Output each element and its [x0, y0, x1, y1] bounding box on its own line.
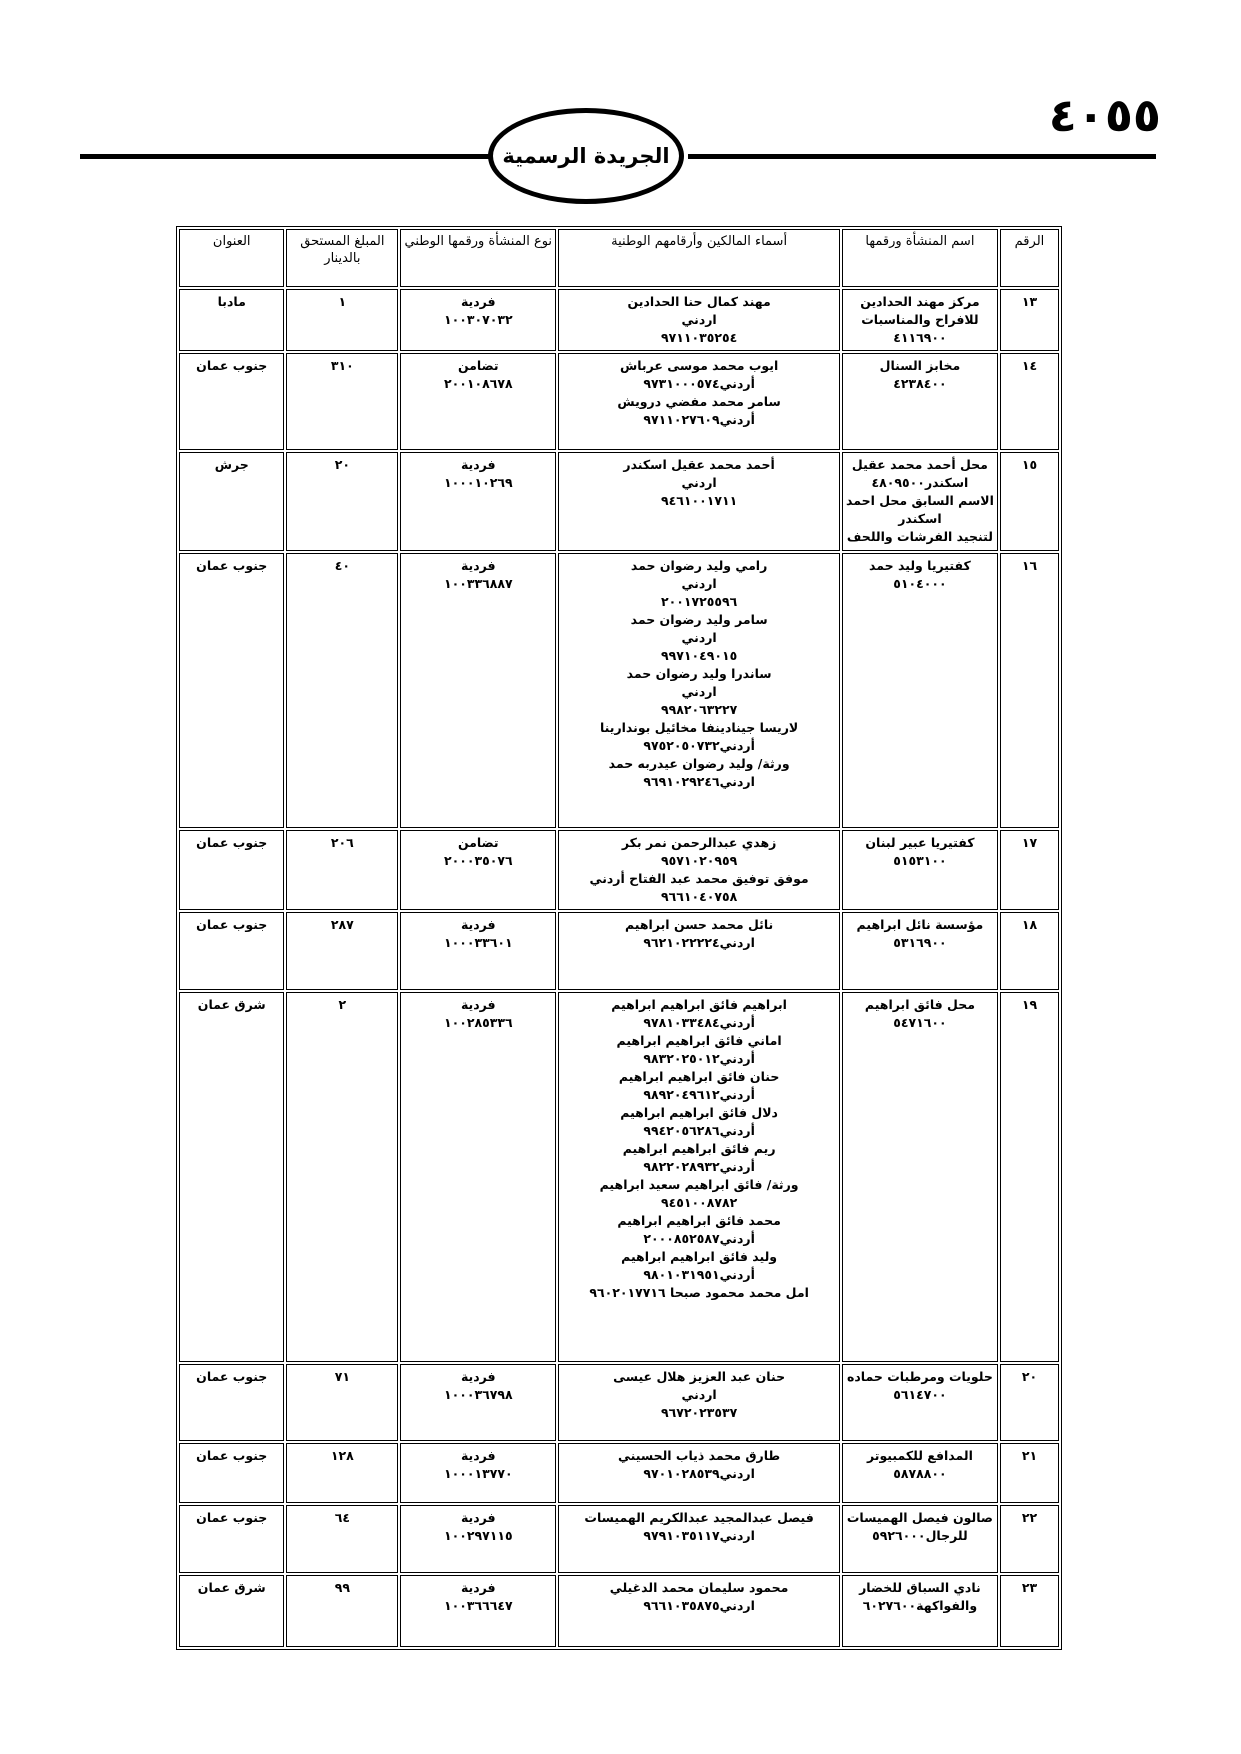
journal-title: الجريدة الرسمية	[502, 144, 670, 168]
amount-cell: ١٢٨	[286, 1443, 398, 1503]
row-number: ٢٢	[1000, 1505, 1059, 1573]
type-cell: تضامن ٢٠٠٠٣٥٠٧٦	[400, 830, 556, 910]
owners-cell: ايوب محمد موسى عرباش أردني٩٧٣١٠٠٠٥٧٤ سامر محمد مفضي درويش أردني٩٧١١٠٢٧٦٠٩	[558, 353, 840, 450]
establishment-cell: نادي السباق للخضار والفواكهة٦٠٢٧٦٠٠	[842, 1575, 998, 1647]
table-header-row	[179, 229, 1059, 287]
col-header-type: نوع المنشأة ورقمها الوطني	[400, 229, 556, 287]
row-number: ١٨	[1000, 912, 1059, 990]
amount-cell: ٦٤	[286, 1505, 398, 1573]
establishment-cell: محل فائق ابراهيم ٥٤٧١٦٠٠	[842, 992, 998, 1362]
row-number: ١٥	[1000, 452, 1059, 551]
table-row	[179, 553, 1059, 828]
owners-cell: حنان عبد العزيز هلال عيسى اردني ٩٦٧٢٠٢٣٥٣٧	[558, 1364, 840, 1441]
type-cell: فردية ١٠٠٠٣٦٧٩٨	[400, 1364, 556, 1441]
table-row	[179, 830, 1059, 910]
address-cell: جنوب عمان	[179, 1505, 284, 1573]
header-rule-left	[80, 154, 490, 159]
table-row	[179, 1575, 1059, 1647]
header-rule-right	[688, 154, 1156, 159]
row-number: ١٣	[1000, 289, 1059, 351]
row-number: ٢١	[1000, 1443, 1059, 1503]
establishment-cell: المدافع للكمبيوتر ٥٨٧٨٨٠٠	[842, 1443, 998, 1503]
establishment-cell: مركز مهند الحدادين للافراح والمناسبات ٤١١٦٩٠٠	[842, 289, 998, 351]
registry-table	[176, 226, 1062, 1650]
owners-cell: أحمد محمد عقيل اسكندر اردني ٩٤٦١٠٠١٧١١	[558, 452, 840, 551]
address-cell: جنوب عمان	[179, 553, 284, 828]
establishment-cell: كفتيريا وليد حمد ٥١٠٤٠٠٠	[842, 553, 998, 828]
owners-cell: فيصل عبدالمجيد عبدالكريم الهميسات اردني٩٧٩١٠٣٥١١٧	[558, 1505, 840, 1573]
address-cell: جنوب عمان	[179, 1443, 284, 1503]
type-cell: تضامن ٢٠٠١٠٨٦٧٨	[400, 353, 556, 450]
address-cell: شرق عمان	[179, 1575, 284, 1647]
col-header-address: العنوان	[179, 229, 284, 287]
owners-cell: ابراهيم فائق ابراهيم ابراهيم أردني٩٧٨١٠٣٣٤٨٤ اماني فائق ابراهيم ابراهيم أردني٩٨٣٢٠٢٥٠١٢ حنان فائق ابراهيم ابراهيم أردني٩٨٩٢٠٤٩٦١٢ دلال فائق ابراهيم ابراهيم أردني٩٩٤٢٠٥٦٢٨٦ ريم فائق ابراهيم ابراهيم أردني٩٨٢٢٠٢٨٩٣٢ ورثة/ فائق ابراهيم سعيد ابراهيم ٩٤٥١٠٠٨٧٨٢ محمد فائق ابراهيم ابراهيم أردني٢٠٠٠٨٥٢٥٨٧ وليد فائق ابراهيم ابراهيم أردني٩٨٠١٠٣١٩٥١ امل محمد محمود صبحا ٩٦٠٢٠١٧٧١٦	[558, 992, 840, 1362]
amount-cell: ٢٠	[286, 452, 398, 551]
amount-cell: ٤٠	[286, 553, 398, 828]
col-header-establishment: اسم المنشأة ورقمها	[842, 229, 998, 287]
amount-cell: ٢٠٦	[286, 830, 398, 910]
journal-title-oval	[488, 108, 684, 204]
establishment-cell: محل أحمد محمد عقيل اسكندر٤٨٠٩٥٠٠ الاسم السابق محل احمد اسكندر لتنجيد الفرشات واللحف	[842, 452, 998, 551]
address-cell: جنوب عمان	[179, 1364, 284, 1441]
address-cell: مادبا	[179, 289, 284, 351]
table-row	[179, 992, 1059, 1362]
owners-cell: محمود سليمان محمد الدغيلي اردني٩٦٦١٠٣٥٨٧٥	[558, 1575, 840, 1647]
row-number: ١٩	[1000, 992, 1059, 1362]
type-cell: فردية ١٠٠٣٠٧٠٣٢	[400, 289, 556, 351]
col-header-owners: أسماء المالكين وأرقامهم الوطنية	[558, 229, 840, 287]
row-number: ٢٣	[1000, 1575, 1059, 1647]
owners-cell: طارق محمد ذياب الحسيني اردني٩٧٠١٠٢٨٥٣٩	[558, 1443, 840, 1503]
address-cell: جرش	[179, 452, 284, 551]
col-header-number: الرقم	[1000, 229, 1059, 287]
amount-cell: ٣١٠	[286, 353, 398, 450]
address-cell: جنوب عمان	[179, 830, 284, 910]
table-row	[179, 1443, 1059, 1503]
address-cell: جنوب عمان	[179, 912, 284, 990]
address-cell: جنوب عمان	[179, 353, 284, 450]
owners-cell: زهدي عبدالرحمن نمر بكر ٩٥٧١٠٢٠٩٥٩ موفق توفيق محمد عبد الفتاح أردني ٩٦٦١٠٤٠٧٥٨	[558, 830, 840, 910]
type-cell: فردية ١٠٠٠١٣٧٧٠	[400, 1443, 556, 1503]
row-number: ٢٠	[1000, 1364, 1059, 1441]
col-header-amount: المبلغ المستحق بالدينار	[286, 229, 398, 287]
address-cell: شرق عمان	[179, 992, 284, 1362]
type-cell: فردية ١٠٠٠٣٣٦٠١	[400, 912, 556, 990]
amount-cell: ٩٩	[286, 1575, 398, 1647]
establishment-cell: مخابز السنال ٤٢٣٨٤٠٠	[842, 353, 998, 450]
table-row	[179, 452, 1059, 551]
type-cell: فردية ١٠٠٢٨٥٣٣٦	[400, 992, 556, 1362]
owners-cell: نائل محمد حسن ابراهيم اردني٩٦٢١٠٢٢٢٢٤	[558, 912, 840, 990]
amount-cell: ٢	[286, 992, 398, 1362]
table-row	[179, 1364, 1059, 1441]
amount-cell: ١	[286, 289, 398, 351]
owners-cell: رامي وليد رضوان حمد اردني ٢٠٠١٧٢٥٥٩٦ سامر وليد رضوان حمد اردني ٩٩٧١٠٤٩٠١٥ ساندرا وليد رضوان حمد اردني ٩٩٨٢٠٦٣٢٢٧ لاريسا جينادينفا مخائيل بوندارينا أردني٩٧٥٢٠٥٠٧٣٢ ورثة/ وليد رضوان عيدربه حمد اردني٩٦٩١٠٢٩٢٤٦	[558, 553, 840, 828]
table-row	[179, 1505, 1059, 1573]
establishment-cell: حلويات ومرطبات حماده ٥٦١٤٧٠٠	[842, 1364, 998, 1441]
establishment-cell: مؤسسة نائل ابراهيم ٥٣١٦٩٠٠	[842, 912, 998, 990]
row-number: ١٤	[1000, 353, 1059, 450]
amount-cell: ٧١	[286, 1364, 398, 1441]
page-number: ٤٠٥٥	[1048, 88, 1161, 142]
type-cell: فردية ١٠٠٢٩٧١١٥	[400, 1505, 556, 1573]
row-number: ١٧	[1000, 830, 1059, 910]
type-cell: فردية ١٠٠٠١٠٢٦٩	[400, 452, 556, 551]
table-row	[179, 289, 1059, 351]
owners-cell: مهند كمال حنا الحدادين اردني ٩٧١١٠٣٥٢٥٤	[558, 289, 840, 351]
table-row	[179, 353, 1059, 450]
type-cell: فردية ١٠٠٣٦٦٦٤٧	[400, 1575, 556, 1647]
row-number: ١٦	[1000, 553, 1059, 828]
type-cell: فردية ١٠٠٣٣٦٨٨٧	[400, 553, 556, 828]
establishment-cell: كفتيريا عبير لبنان ٥١٥٣١٠٠	[842, 830, 998, 910]
amount-cell: ٢٨٧	[286, 912, 398, 990]
table-row	[179, 912, 1059, 990]
establishment-cell: صالون فيصل الهميسات للرجال٥٩٢٦٠٠٠	[842, 1505, 998, 1573]
